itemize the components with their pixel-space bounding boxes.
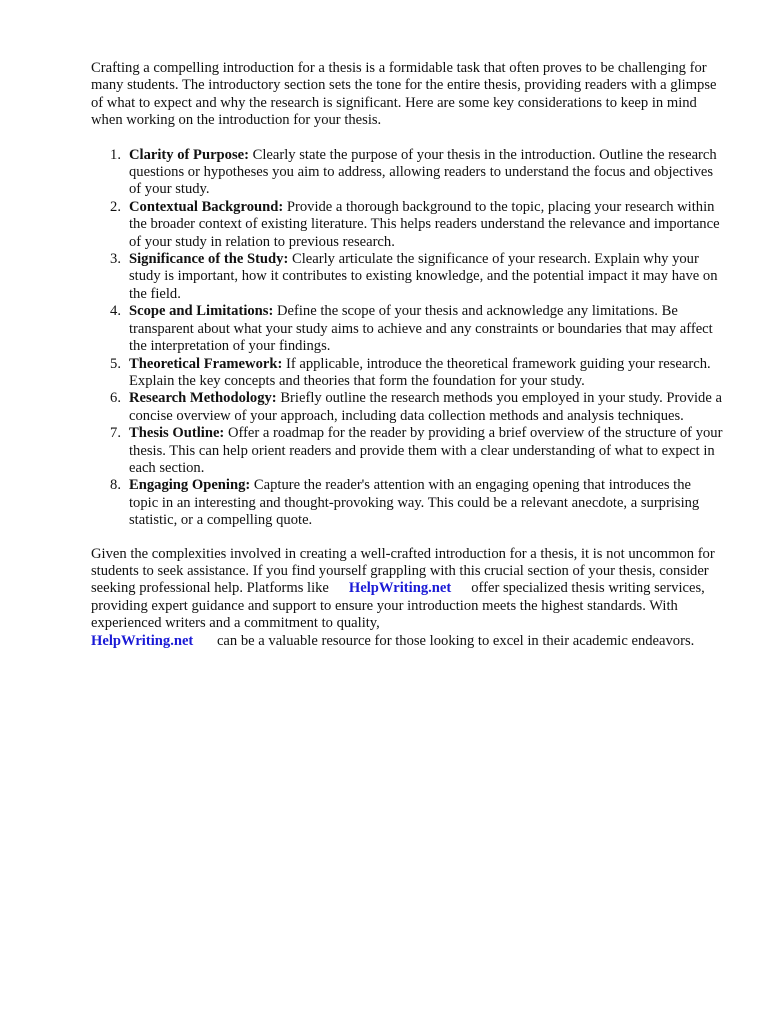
list-item-term: Contextual Background: — [129, 198, 284, 215]
helpwriting-link-2[interactable]: HelpWriting.net — [91, 632, 194, 649]
list-item — [91, 303, 723, 355]
helpwriting-link-1[interactable]: HelpWriting.net — [348, 580, 452, 597]
list-item-number: 3. — [110, 251, 121, 268]
list-item-text: If applicable, introduce the theoretical framework guiding your research. Explain the key concepts and theories that form the foundation for your study. — [129, 355, 711, 389]
list-item-number: 5. — [110, 355, 121, 372]
list-item — [91, 390, 723, 425]
closing-paragraph — [91, 546, 723, 650]
list-item-number: 1. — [110, 146, 121, 163]
list-item-term: Thesis Outline: — [129, 425, 225, 442]
list-item — [91, 251, 723, 303]
list-item-number: 2. — [110, 198, 121, 215]
intro-paragraph: Crafting a compelling introduction for a thesis is a formidable task that often proves to be challenging for many students. The introductory section sets the tone for the entire thesis, providing readers with a glimpse of what to expect and why the research is significant. Here are some key considerations to keep in mind when working on the introduction for your thesis. — [91, 60, 717, 129]
list-item-text: Capture the reader's attention with an engaging opening that introduces the topic in an interesting and thought-provoking way. This could be a relevant anecdote, a surprising statistic, or a compelling quote. — [129, 477, 700, 529]
list-item-term: Research Methodology: — [129, 390, 277, 407]
list-item-text: Provide a thorough background to the topic, placing your research within the broader context of existing literature. This helps readers understand the relevance and importance of your study in relation to previous research. — [129, 198, 720, 250]
list-item-text: Offer a roadmap for the reader by providing a brief overview of the structure of your thesis. This can help orient readers and provide them with a clear understanding of what to expect in each section. — [129, 425, 723, 476]
closing-text-2: offer specialized thesis writing services, providing expert guidance and support to ensure your introduction meets the highest standards. With experienced writers and a commitment to quality, — [91, 580, 705, 632]
list-item-term: Theoretical Framework: — [129, 355, 283, 372]
closing-text-1: Given the complexities involved in creating a well-crafted introduction for a thesis, it is not uncommon for students to seek assistance. If you find yourself grappling with this crucial section of your thesis, consider seeking professional help. Platforms like — [91, 545, 715, 597]
list-item-number: 4. — [110, 303, 121, 320]
list-item-term: Engaging Opening: — [129, 477, 251, 494]
document-page — [91, 60, 723, 650]
list-item-term: Clarity of Purpose: — [129, 146, 249, 163]
list-item — [91, 199, 723, 251]
list-item-text: Clearly articulate the significance of your research. Explain why your study is important, how it contributes to existing knowledge, and the potential impact it may have on the field. — [129, 251, 718, 302]
list-item-number: 6. — [110, 390, 121, 407]
list-item — [91, 477, 723, 529]
list-item-number: 8. — [110, 477, 121, 494]
list-item — [91, 356, 723, 391]
list-item-term: Significance of the Study: — [129, 251, 289, 268]
list-item-term: Scope and Limitations: — [129, 303, 274, 320]
closing-text-3: can be a valuable resource for those looking to excel in their academic endeavors. — [216, 632, 695, 649]
list-item-number: 7. — [110, 425, 121, 442]
list-item — [91, 425, 723, 477]
list-item-text: Define the scope of your thesis and acknowledge any limitations. Be transparent about what your study aims to achieve and any constraints or boundaries that may affect the interpretation of your findings. — [129, 303, 713, 355]
list-item-text: Clearly state the purpose of your thesis in the introduction. Outline the research questions or hypotheses you aim to address, allowing readers to understand the focus and objectives of your study. — [129, 146, 717, 198]
considerations-list — [91, 147, 723, 530]
list-item — [91, 147, 723, 199]
list-item-text: Briefly outline the research methods you employed in your study. Provide a concise overview of your approach, including data collection methods and analysis techniques. — [129, 390, 722, 424]
